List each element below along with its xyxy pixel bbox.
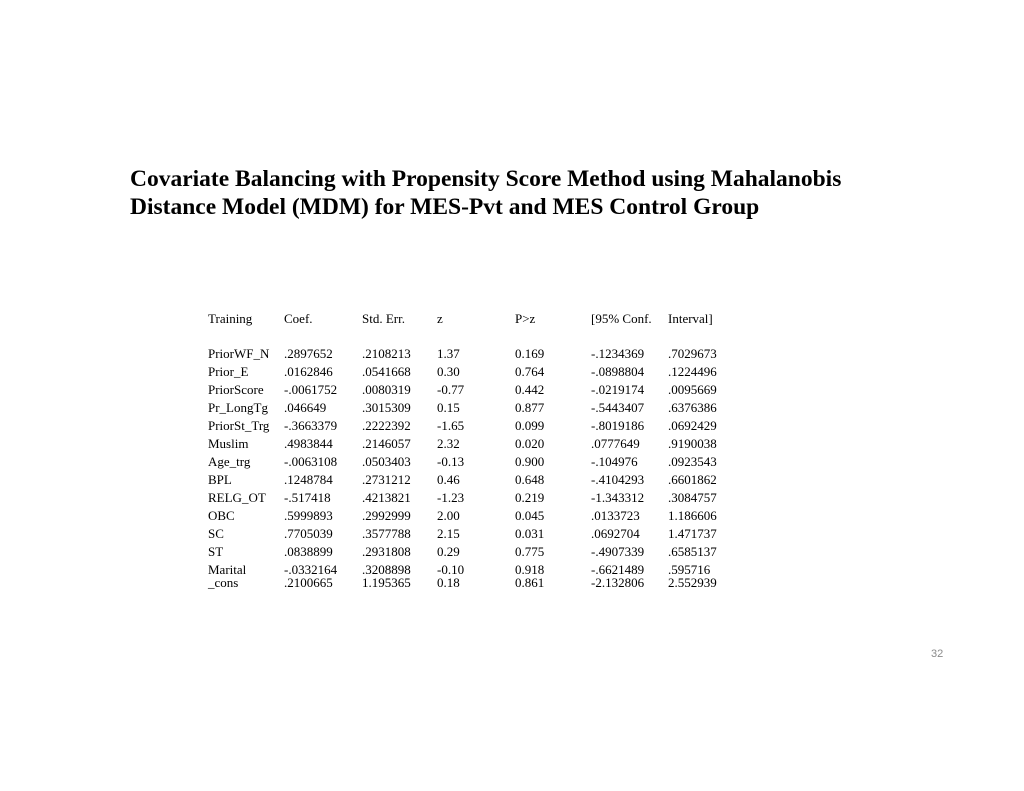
cell-z: 1.37 [437, 346, 460, 361]
cell-variable: SC [208, 526, 224, 541]
cell-variable: Age_trg [208, 454, 251, 469]
cell-conf-low: -.5443407 [591, 400, 645, 415]
header-conf-low: [95% Conf. [591, 311, 652, 326]
cell-conf-low: .0777649 [591, 436, 640, 451]
cell-p-value: 0.099 [515, 418, 545, 433]
cell-p-value: 0.648 [515, 472, 545, 487]
cell-conf-low: .0133723 [591, 508, 640, 523]
cell-variable: RELG_OT [208, 490, 266, 505]
header-std-err: Std. Err. [362, 311, 405, 326]
cell-std-err: .3577788 [362, 526, 411, 541]
cell-coef: .4983844 [284, 436, 333, 451]
cell-std-err: .0503403 [362, 454, 411, 469]
cell-conf-high: .0095669 [668, 382, 717, 397]
cell-p-value: 0.020 [515, 436, 545, 451]
cell-coef: .0162846 [284, 364, 333, 379]
cell-coef: .7705039 [284, 526, 333, 541]
cell-p-value: 0.764 [515, 364, 545, 379]
cell-p-value: 0.918 [515, 562, 545, 577]
slide-title [130, 165, 930, 221]
cell-std-err: 1.195365 [362, 575, 411, 590]
cell-coef: .5999893 [284, 508, 333, 523]
cell-z: 2.15 [437, 526, 460, 541]
cell-conf-high: .0923543 [668, 454, 717, 469]
cell-std-err: .0080319 [362, 382, 411, 397]
cell-std-err: .2992999 [362, 508, 411, 523]
cell-z: 0.30 [437, 364, 460, 379]
cell-z: -1.23 [437, 490, 465, 505]
cell-std-err: .3208898 [362, 562, 411, 577]
cell-variable: PriorSt_Trg [208, 418, 270, 433]
cell-variable: Marital [208, 562, 247, 577]
header-p-value: P>z [515, 311, 536, 326]
cell-conf-low: -.1234369 [591, 346, 645, 361]
cell-conf-high: .7029673 [668, 346, 717, 361]
header-z: z [437, 311, 443, 326]
cell-z: -0.10 [437, 562, 465, 577]
cell-variable: ST [208, 544, 224, 559]
cell-z: 0.46 [437, 472, 460, 487]
cell-coef: -.0063108 [284, 454, 338, 469]
cell-coef: .046649 [284, 400, 327, 415]
cell-z: 2.00 [437, 508, 460, 523]
cell-p-value: 0.219 [515, 490, 545, 505]
cell-conf-low: -.4104293 [591, 472, 645, 487]
cell-z: 0.15 [437, 400, 460, 415]
cell-conf-high: 1.471737 [668, 526, 717, 541]
cell-variable: Muslim [208, 436, 249, 451]
cell-conf-low: -.4907339 [591, 544, 645, 559]
cell-p-value: 0.775 [515, 544, 545, 559]
cell-conf-low: -.6621489 [591, 562, 645, 577]
cell-coef: -.0332164 [284, 562, 338, 577]
cell-p-value: 0.877 [515, 400, 545, 415]
cell-conf-low: -1.343312 [591, 490, 645, 505]
cell-conf-high: .0692429 [668, 418, 717, 433]
cell-conf-high: 2.552939 [668, 575, 717, 590]
slide-title-line-1: Covariate Balancing with Propensity Score Method using Mahalanobis [130, 166, 842, 192]
cell-z: -0.13 [437, 454, 465, 469]
cell-coef: -.3663379 [284, 418, 338, 433]
cell-variable: Prior_E [208, 364, 249, 379]
cell-std-err: .4213821 [362, 490, 411, 505]
cell-coef: -.0061752 [284, 382, 338, 397]
cell-variable: BPL [208, 472, 232, 487]
cell-p-value: 0.900 [515, 454, 545, 469]
cell-std-err: .2731212 [362, 472, 411, 487]
cell-p-value: 0.861 [515, 575, 545, 590]
cell-conf-high: .6376386 [668, 400, 717, 415]
cell-p-value: 0.045 [515, 508, 545, 523]
cell-std-err: .2931808 [362, 544, 411, 559]
cell-conf-low: .0692704 [591, 526, 640, 541]
cell-conf-low: -2.132806 [591, 575, 645, 590]
cell-z: -0.77 [437, 382, 465, 397]
cell-p-value: 0.169 [515, 346, 545, 361]
cell-conf-high: .3084757 [668, 490, 717, 505]
cell-coef: -.517418 [284, 490, 331, 505]
header-conf-high: Interval] [668, 311, 713, 326]
cell-coef: .2100665 [284, 575, 333, 590]
header-training: Training [208, 311, 253, 326]
cell-std-err: .2146057 [362, 436, 411, 451]
cell-coef: .0838899 [284, 544, 333, 559]
cell-variable: Pr_LongTg [208, 400, 268, 415]
cell-z: -1.65 [437, 418, 465, 433]
cell-coef: .2897652 [284, 346, 333, 361]
cell-variable: PriorScore [208, 382, 264, 397]
cell-p-value: 0.031 [515, 526, 545, 541]
cell-conf-low: -.0898804 [591, 364, 645, 379]
page-number: 32 [931, 648, 944, 660]
cell-conf-high: .9190038 [668, 436, 717, 451]
cell-std-err: .3015309 [362, 400, 411, 415]
slide-title-line-2: Distance Model (MDM) for MES-Pvt and MES Control Group [130, 194, 760, 220]
cell-conf-high: .6601862 [668, 472, 717, 487]
cell-z: 0.18 [437, 575, 460, 590]
cell-conf-low: -.8019186 [591, 418, 645, 433]
cell-std-err: .2108213 [362, 346, 411, 361]
cell-std-err: .2222392 [362, 418, 411, 433]
cell-z: 2.32 [437, 436, 460, 451]
cell-conf-high: .1224496 [668, 364, 717, 379]
cell-conf-low: -.104976 [591, 454, 638, 469]
cell-p-value: 0.442 [515, 382, 545, 397]
cell-conf-high: .595716 [668, 562, 711, 577]
cell-std-err: .0541668 [362, 364, 411, 379]
cell-coef: .1248784 [284, 472, 333, 487]
header-coef: Coef. [284, 311, 313, 326]
cell-z: 0.29 [437, 544, 460, 559]
cell-variable: OBC [208, 508, 235, 523]
cell-variable: _cons [208, 575, 239, 590]
cell-conf-high: .6585137 [668, 544, 717, 559]
cell-variable: PriorWF_N [208, 346, 270, 361]
cell-conf-low: -.0219174 [591, 382, 645, 397]
cell-conf-high: 1.186606 [668, 508, 717, 523]
